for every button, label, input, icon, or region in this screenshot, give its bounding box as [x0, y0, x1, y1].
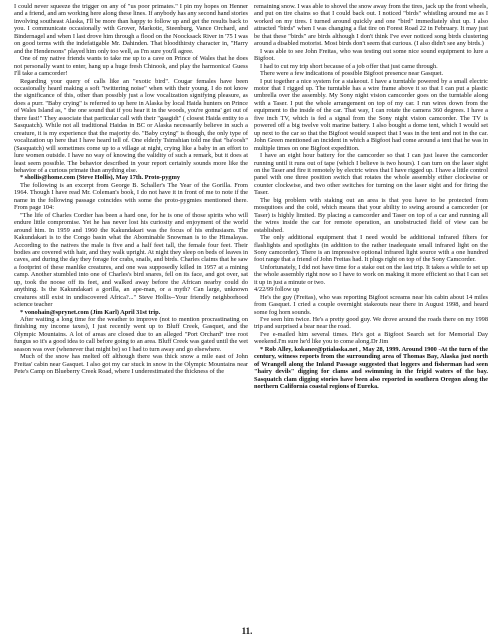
paragraph: There were a few indications of possible Bigfoot presence near Gasquet.	[260, 70, 444, 78]
paragraph: I have an eight hour battery for the camcorder so that I can just leave the camcorder running until it runs out of tape (which I believe is two hours). I can turn on the laser sight on the Taser and fire it remotely by electric wires that I have rigged up. I have a little control panel with one three position switch that rotates the whole assembly either clockwise or counter clockwise, and two other switches for turning on the laser sight and for firing the Taser.	[254, 152, 488, 197]
left-column	[14, 3, 248, 625]
paragraph: Regarding your query of calls like an "exotic bird". Cougar females have been occasionally heard making a soft "twittering noise" when with their young. I do not know the significance of this, other than possibly just a low vocalization signifying pleasure, as does a purr. "Baby crying" is referred to up here in Alaska by local Haida hunters on Prince of Wales Island as, " the one sound that if you hear it in the woods, you're gonna' get out of there fast!" They associate that particular call with their "gaagidt" ( closest Haida entity to a Sasquatch). While not all traditional Haidas in BC or Alaska necessarily believe in such a creature, it is my experience that the majority do. "Baby crying" is though, the only type of vocalization up here that I have heard tell of. One elderly Tsimshian told me that "ba'oosh" (Sasquatch) will sometimes come up to a village at night, crying like a baby in an effort to lure women outside. I have no way of knowing the validity of such a remark, but it does at least seem possible. The behavior described in your report certainly sounds more like the behavior of a curious primate than anything else.	[14, 77, 248, 174]
paragraph: remaining snow. I was able to shovel the snow away from the tires, jack up the front wheels, and put on tire chains so that I could back out. I noticed "birds" whistling around me as I worked on my tires. I turned around quickly and one "bird" immediately shut up. I also attracted "birds" when I was changing a flat tire on Forest Road 22 in February. It may just be that these "birds" are birds although I don't think I've ever noticed song birds clustering around a disabled motorist. Most birds don't seem that curious. (I also didn't see any birds.)	[254, 3, 488, 48]
paragraph: The only additional equipment that I need would be additional infrared filters for flashlights and spotlights (in addition to the rather inadequate small infrared light on the Sony camcorder). There is an impressive optional infrared light source with a one hundred foot range that a friend of John Freitas had. It plugs right on top of the Sony Camcorder.	[254, 234, 488, 264]
paragraph: I've seen him twice. He's a pretty good guy. We drove around the roads there on my 1998 trip and surprised a bear near the road.	[254, 316, 488, 331]
page-number: 11.	[241, 626, 253, 636]
entry-header: * vonohain@sprynet.com (Jim Karl) April 31st trip.	[20, 308, 161, 316]
right-column	[254, 3, 488, 625]
paragraph: Unfortunately, I did not have time for a stake out on the last trip. It takes a while to set up the whole assembly right now so I have to work on making it more efficient so that I can set it up in just a minute or two.	[254, 263, 488, 286]
entry-header: * Rob Alley, kokanee@ptialaska.net , May 28, 1999. Around 1900 -At the turn of the century, witness reports from the surrounding area of Thomas Bay, Alaska just north of Wrangell along the Inland Passage suggested that loggers and fisherman had seen "hairy devils" digging for clams and swimming in the frigid waters of the bay. Sasquatch clam digging stories have been also reported in southern Oregon along the northern California coastal regions of Eureka.	[254, 345, 488, 391]
paragraph: The big problem with staking out an area is that you have to be protected from mosquitoes and the cold, which means that your ability to swing around a camcorder (or Taser) is highly limited. By placing a camcorder and Taser on top of a car and running all the wires inside the car for remote operation, an unobstructed field of view can be established.	[254, 196, 488, 234]
text-columns	[14, 3, 488, 625]
paragraph: I was able to see John Freitas, who was testing out some nice sound equipment to lure a Bigfoot.	[254, 47, 488, 63]
paragraph: He's the guy (Freitas), who was reporting Bigfoot screams near his cabin about 14 miles from Gasquet. I cried a couple overnight stakeouts near there in August 1998, and heard some fog horn sounds.	[254, 293, 488, 316]
entry-header: 4/22/99 follow up	[254, 286, 300, 294]
paragraph: I put together a nice system for a stakeout. I have a turntable powered by a small electric motor that I rigged up. The turntable has a wire frame above it so that I can put a plastic umbrella over the assembly. My Sony night vision camcorder goes on the turntable along with a Taser. I put the whole arrangement on top of my car. I run wires down from the equipment to the inside of the car. That way, I can rotate the camera 360 degrees. I have a five inch TV, which is fed a signal from the Sony night vision camcorder. The TV is powered off a big twelve volt marine battery. I also bought a dome tent, which I would set up next to the car so that the Bigfoot would suspect that I was in the tent and not in the car. John Green mentioned an incident in which a Bigfoot had come around a tent that he was in multiple times on one Bigfoot expedition.	[254, 77, 488, 152]
entry-header: * shollis@home.com (Steve Hollis), May 17th. Proto-pygmy	[20, 174, 181, 182]
paragraph: I've e-mailed him several times. He's got a Bigfoot Search set for Memorial Day weekend.I'm sure he'd like you to come along.Dr Jim	[254, 330, 488, 346]
paragraph: "The life of Charles Cordier has been a hard one, for he is one of those spirits who will endure little compromise. Yet he has never lost his curiosity and enjoyment of the world around him. In 1959 and 1960 the Kakundakari was the focus of his enthusiasm. The Kakundakari is to the Congo basin what the Abominable Snowman is to the Himalayas. According to the natives the male is five and a half feet tall, the female four feet. Their bodies are covered with hair, and they walk upright. At night they sleep on beds of leaves in caves, and during the day they forage for crabs, snails, and birds. Charles claims that he saw a footprint of these manlike creatures, and one was supposedly killed in 1957 at a mining camp. Another stumbled into one of Charles's bird snares, fell on its face, and got over, sat up, took the noose off its feet, and walked away before the African nearby could do anything. Is the Kakundakari a gorilla, an ape-man, or a myth? Can large, unknown creatures still exist in undiscovered Africa?..." Steve Hollis--Your friendly neighborhood science teacher	[14, 211, 248, 309]
paragraph: After waiting a long time for the weather to improve (not to mention procrastinating on finishing my income taxes), I just recently went up to Bluff Creek, Gasquet, and the Olympic Mountains. A lot of areas are closed due to an alleged "Port Orchard" tree root fungus so it's a good idea to call before going to an area. Bluff Creek was gated until the wet season was over (whenever that might be) so I had to turn away and go elsewhere.	[14, 316, 248, 353]
paragraph: The following is an excerpt from George B. Schaller's The Year of the Gorilla. From 1964. Though I have read Mr. Coleman's book, I do not have it in front of me to note if the name in the following passage coincides with some the proto-pygmies mentioned there. From page 104:	[14, 181, 248, 212]
paragraph: I had to cut my trip short because of a job offer that just came through.	[260, 62, 438, 70]
paragraph: Much of the snow has melted off although there was thick snow a mile east of John Freitas' cabin near Gasquet. I also got my car stuck in snow in the Olympic Mountains near Pete's Camp on Blueberry Creek Road, where I underestimated the thickness of the	[14, 353, 248, 376]
paragraph: I could never squeeze the trigger on any of "us poor primates." I pin my hopes on Henner and a friend, and am working here along these lines. If anybody has any second hand stories involving southeast Alaska, I'll be more than happy to follow up and get the results back to you. I communicate occasionally with Grover, Markotic, Steenburg, Vance Orchard, and Bindernagel and when I last drove him through a flood on the Noocksack River in '75 I was on good terms with the indefatigable Mr. Dahinden. That bloodthirsty character in, "Harry and the Hendersons" played him only too well, as I'm sure you'll agree.	[14, 3, 248, 55]
paragraph: One of my native friends wants to take me up to a cave on Prince of Wales that he does not personally want to enter, hang up a huge fresh Chinook, and play the harmonica! Guess I'll take a camcorder!	[14, 55, 248, 78]
